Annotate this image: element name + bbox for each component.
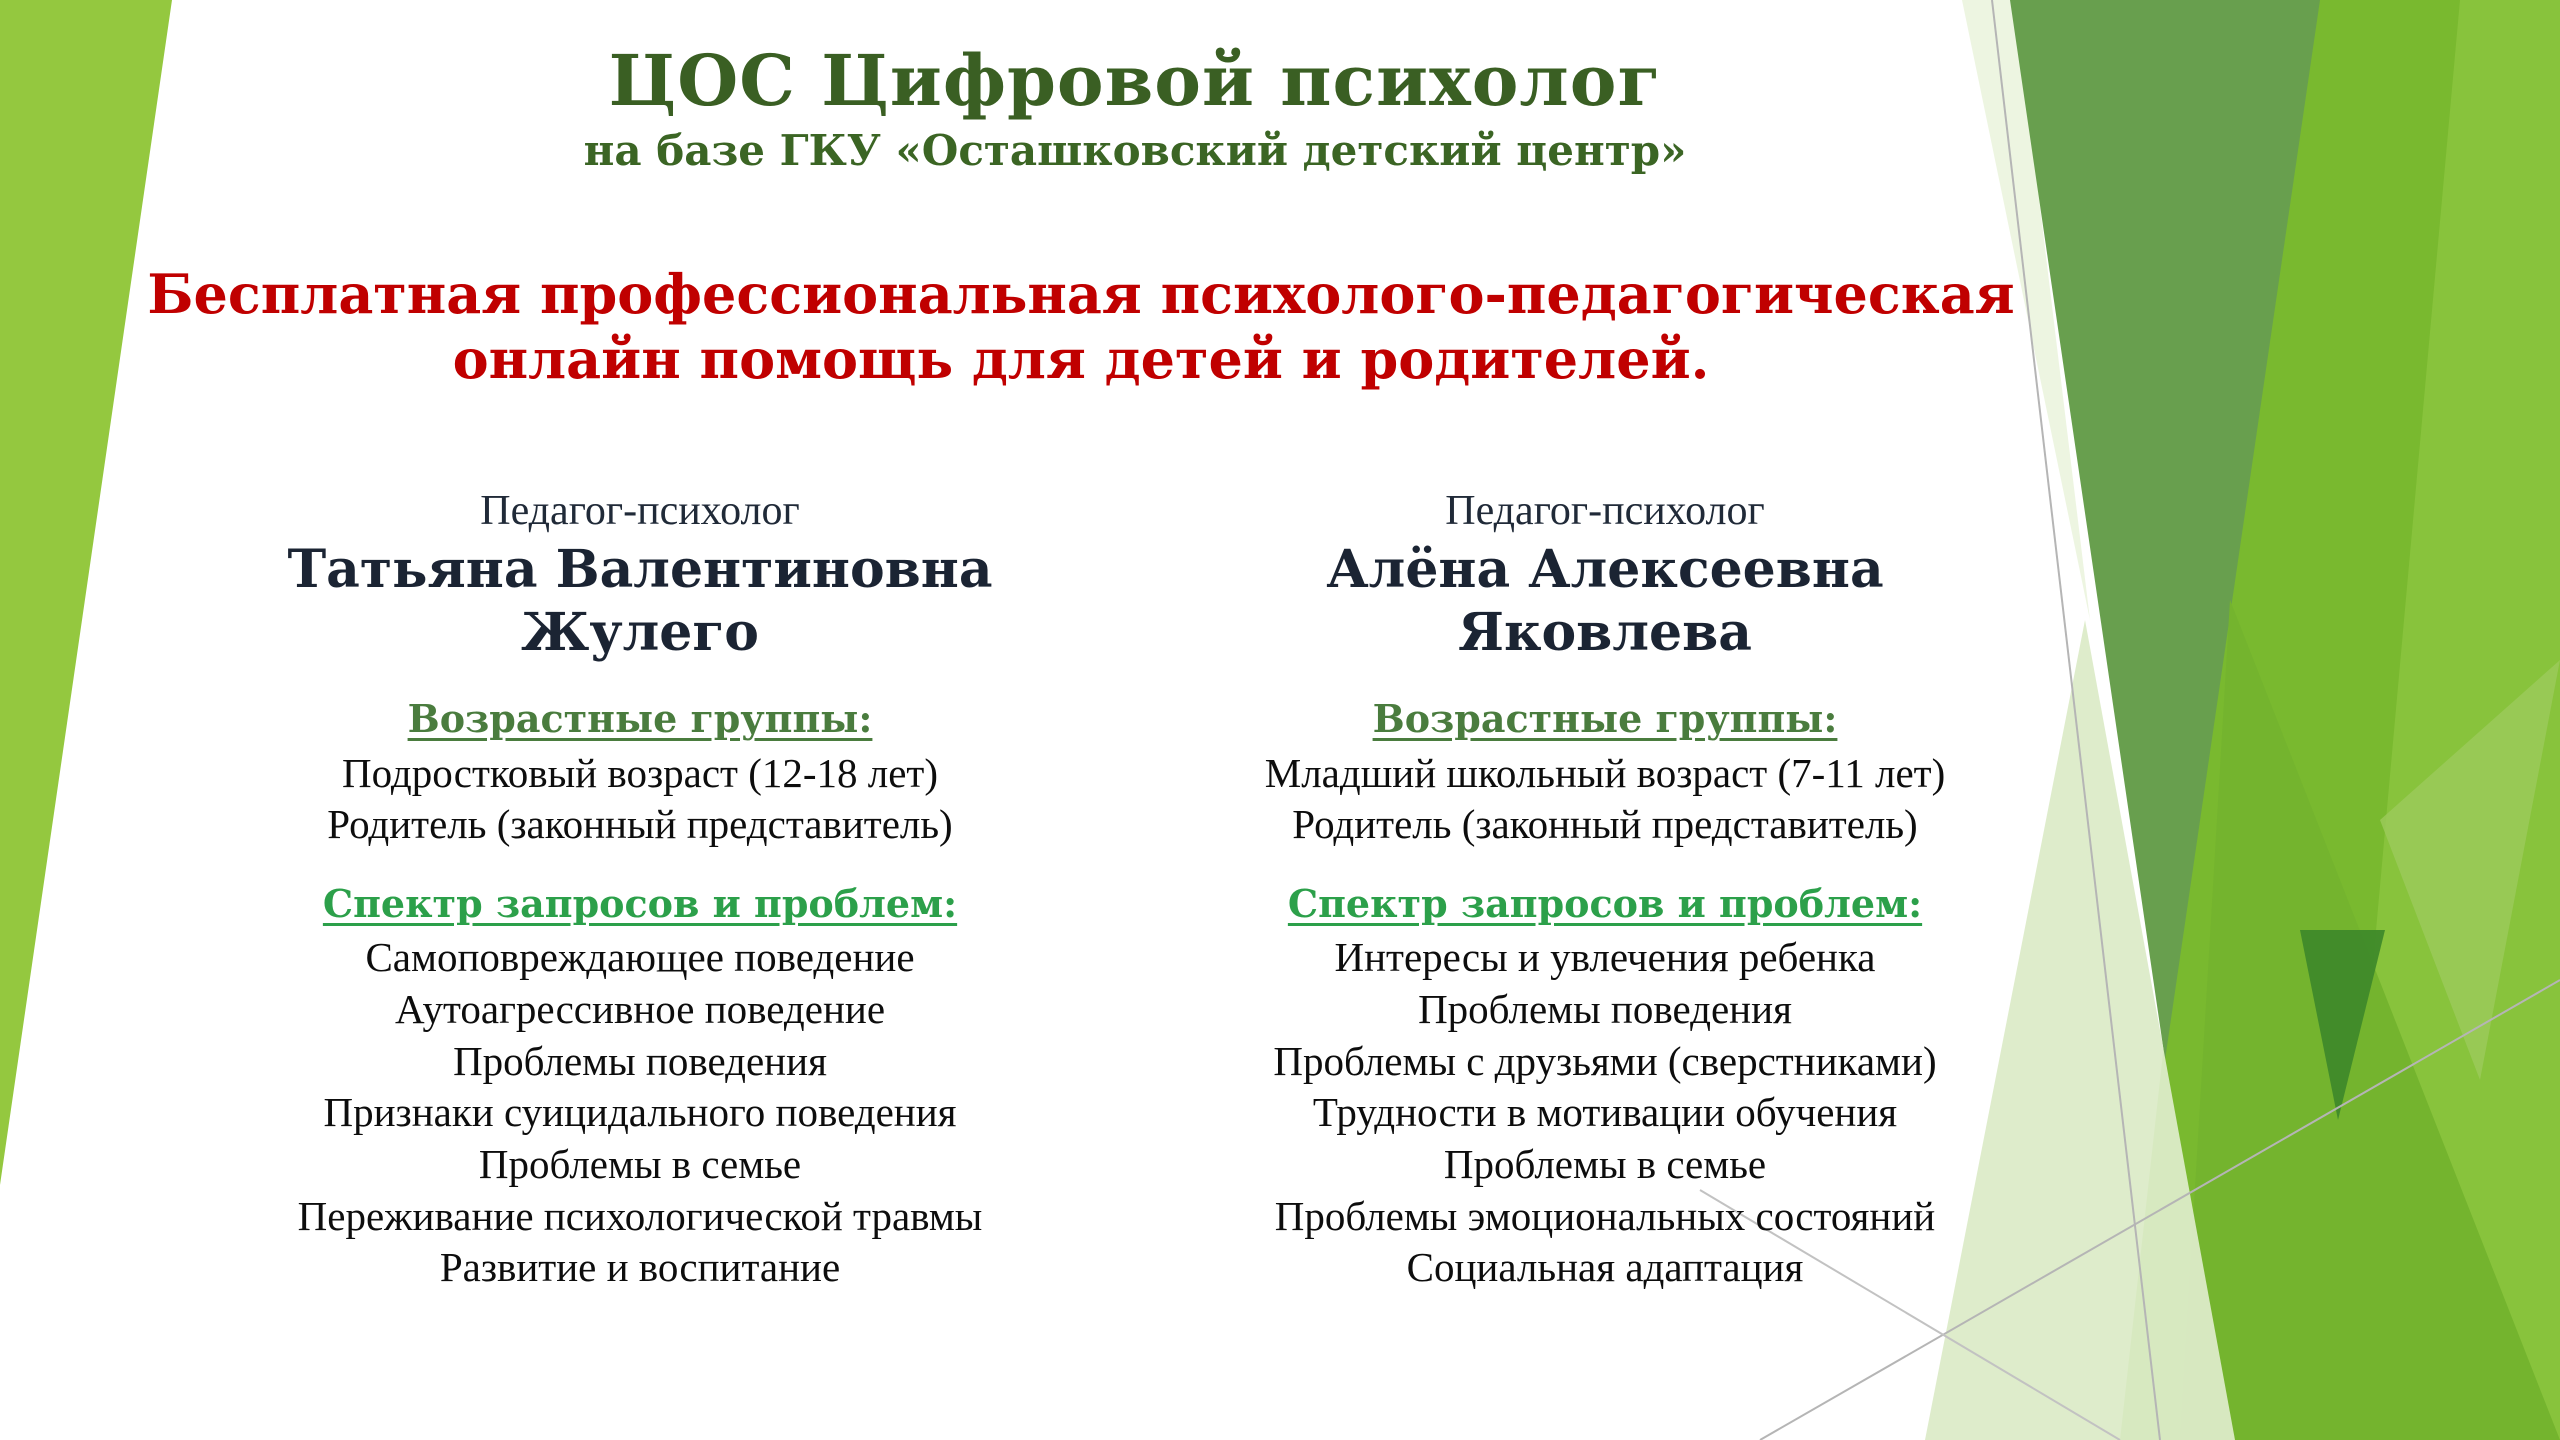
problems-heading: Спектр запросов и проблем: — [1287, 881, 1923, 927]
title-block — [0, 38, 2270, 176]
role-label: Педагог-психолог — [480, 488, 800, 534]
age-group-item: Родитель (законный представитель) — [327, 801, 953, 848]
problem-item: Развитие и воспитание — [439, 1244, 841, 1291]
problem-item: Проблемы в семье — [1443, 1141, 1767, 1188]
role-label: Педагог-психолог — [1445, 488, 1765, 534]
problem-item: Проблемы в семье — [478, 1141, 802, 1188]
problem-item: Проблемы поведения — [1418, 986, 1792, 1033]
psychologist-name-line1: Татьяна Валентиновна — [287, 538, 993, 600]
psychologist-name-line2: Яковлева — [1458, 601, 1752, 663]
left-green-wedge — [0, 0, 172, 1185]
banner-line-1: Бесплатная профессиональная психолого-педагогическая — [147, 262, 2015, 326]
banner-line-2: онлайн помощь для детей и родителей. — [452, 326, 1710, 391]
problems-heading: Спектр запросов и проблем: — [322, 881, 958, 927]
problem-item: Трудности в мотивации обучения — [1312, 1089, 1898, 1136]
problem-item: Признаки суицидального поведения — [323, 1089, 957, 1136]
problem-item: Аутоагрессивное поведение — [394, 986, 886, 1033]
age-group-item: Родитель (законный представитель) — [1292, 801, 1918, 848]
age-group-item: Подростковый возраст (12-18 лет) — [342, 749, 938, 796]
psychologist-name-line2: Жулего — [521, 601, 759, 663]
problem-item: Проблемы эмоциональных состояний — [1274, 1192, 1936, 1239]
age-group-item: Младший школьный возраст (7-11 лет) — [1264, 749, 1946, 796]
slide-title: ЦОС Цифровой психолог — [608, 39, 1662, 122]
slide-subtitle: на базе ГКУ «Осташковский детский центр» — [583, 126, 1687, 176]
problem-item: Проблемы с друзьями (сверстниками) — [1273, 1037, 1937, 1084]
problem-item: Интересы и увлечения ребенка — [1334, 934, 1876, 981]
problem-item: Самоповреждающее поведение — [365, 934, 915, 981]
psychologist-column-right — [1180, 485, 2030, 1294]
psychologist-column-left — [170, 485, 1110, 1294]
psychologist-name-line1: Алёна Алексеевна — [1326, 538, 1884, 600]
age-groups-heading: Возрастные группы: — [1372, 696, 1838, 742]
free-help-banner — [0, 262, 2162, 392]
problem-item: Социальная адаптация — [1406, 1244, 1804, 1291]
problem-item: Переживание психологической травмы — [297, 1192, 983, 1239]
problem-item: Проблемы поведения — [453, 1037, 827, 1084]
age-groups-heading: Возрастные группы: — [407, 696, 873, 742]
